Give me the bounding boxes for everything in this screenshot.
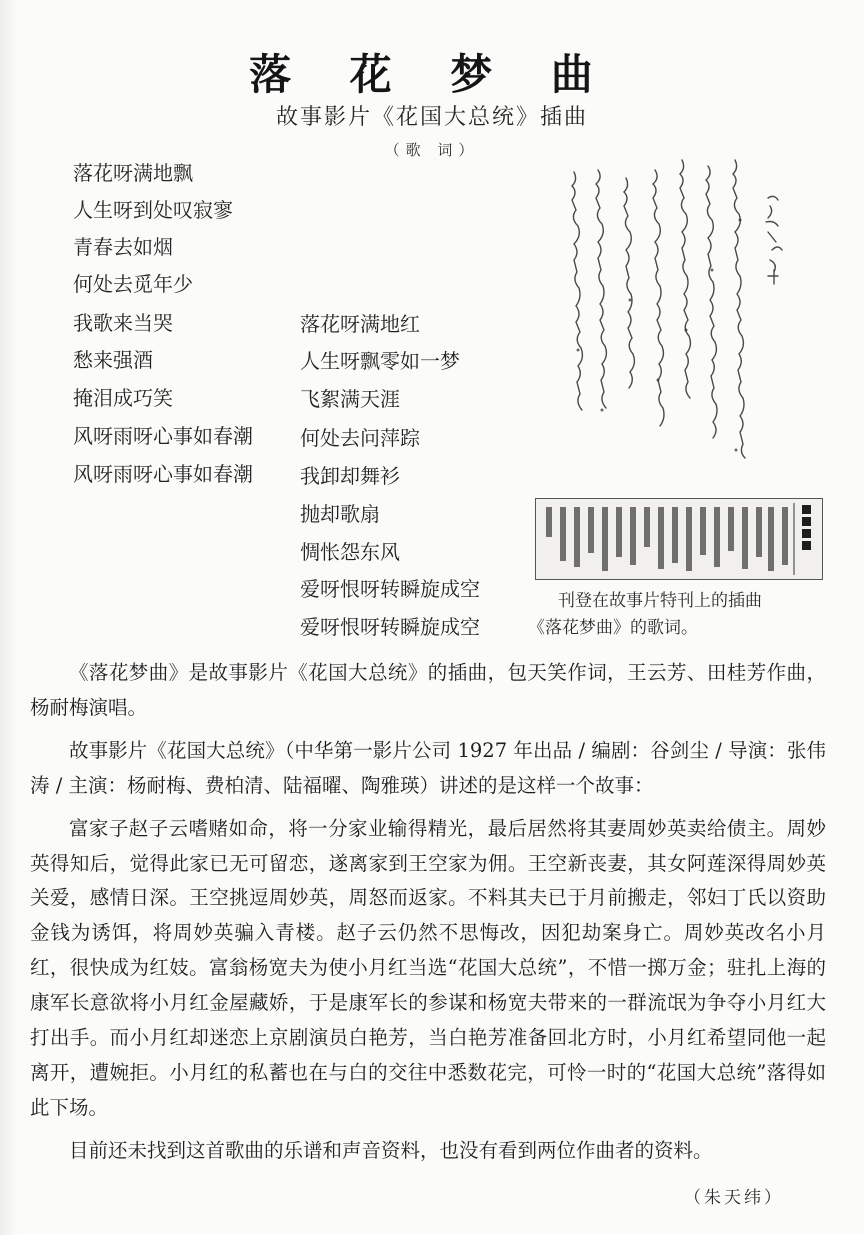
lyric-line: 何处去问萍踪 — [300, 426, 420, 450]
lyric-line: 爱呀恨呀转瞬旋成空 — [300, 615, 480, 639]
image-caption — [528, 588, 828, 642]
lyric-line: 人生呀到处叹寂寥 — [73, 198, 233, 222]
caption-line: 刊登在故事片特刊上的插曲 — [558, 591, 762, 611]
page-subtitle: 故事影片《花国大总统》插曲 — [275, 105, 588, 130]
lyric-line: 惆怅怨东风 — [300, 540, 400, 564]
lyric-line: 掩泪成巧笑 — [73, 386, 173, 410]
lyric-line: 我卸却舞衫 — [300, 464, 400, 488]
manuscript-title-glyphs — [766, 196, 782, 284]
article-body — [30, 656, 826, 1174]
page-title: 落 花 梦 曲 — [249, 50, 615, 99]
lyric-line: 飞絮满天涯 — [300, 387, 400, 411]
lyric-line: 我歌来当哭 — [73, 311, 173, 335]
lyric-line: 抛却歌扇 — [300, 502, 380, 526]
paragraph: 富家子赵子云嗜赌如命，将一分家业输得精光，最后居然将其妻周妙英卖给债主。周妙英得知后，觉得此家已无可留恋，遂离家到王空家为佣。王空新丧妻，其女阿莲深得周妙英关爱，感情日深。王空挑逗周妙英，周怒而返家。不料其夫已于月前搬走，邻妇丁氏以资助金钱为诱饵，将周妙英骗入青楼。赵子云仍然不思悔改，因犯劫案身亡。周妙英改名小月红，很快成为红妓。富翁杨宽夫为使小月红当选“花国大总统”，不惜一掷万金；驻扎上海的康军长意欲将小月红金屋藏娇，于是康军长的参谋和杨宽夫带来的一群流氓为争夺小月红大打出手。而小月红却迷恋上京剧演员白艳芳，当白艳芳准备回北方时，小月红希望同他一起离开，遭婉拒。小月红的私蓄也在与白的交往中悉数花完，可怜一时的“花国大总统”落得如此下场。 — [30, 816, 826, 1119]
lyrics-label: （歌 词） — [384, 141, 480, 159]
paragraph: 《落花梦曲》是故事影片《花国大总统》的插曲，包天笑作词，王云芳、田桂芳作曲，杨耐梅演唱。 — [30, 661, 826, 719]
author-signature: （朱天纬） — [684, 1188, 784, 1208]
lyric-line: 落花呀满地飘 — [73, 161, 193, 185]
lyric-line: 愁来强酒 — [73, 348, 153, 372]
lyric-line: 爱呀恨呀转瞬旋成空 — [300, 577, 480, 601]
lyric-line: 落花呀满地红 — [300, 312, 420, 336]
clipping-title-glyphs — [802, 505, 811, 550]
handwritten-manuscript-image — [560, 150, 830, 500]
paragraph: 故事影片《花国大总统》（中华第一影片公司 1927 年出品 / 编剧：谷剑尘 / 导演：张伟涛 / 主演：杨耐梅、费柏清、陆福曜、陶雅瑛）讲述的是这样一个故事： — [30, 738, 826, 797]
clipping-image — [535, 498, 823, 580]
lyric-line: 何处去觅年少 — [73, 272, 193, 296]
lyric-line: 人生呀飘零如一梦 — [300, 349, 460, 373]
caption-line: 《落花梦曲》的歌词。 — [528, 618, 698, 638]
scan-gutter-shadow — [0, 0, 18, 1235]
lyric-line: 风呀雨呀心事如春潮 — [73, 462, 253, 486]
lyric-line: 风呀雨呀心事如春潮 — [73, 424, 253, 448]
lyric-line: 青春去如烟 — [73, 235, 173, 259]
paragraph: 目前还未找到这首歌曲的乐谱和声音资料，也没有看到两位作曲者的资料。 — [69, 1138, 713, 1162]
